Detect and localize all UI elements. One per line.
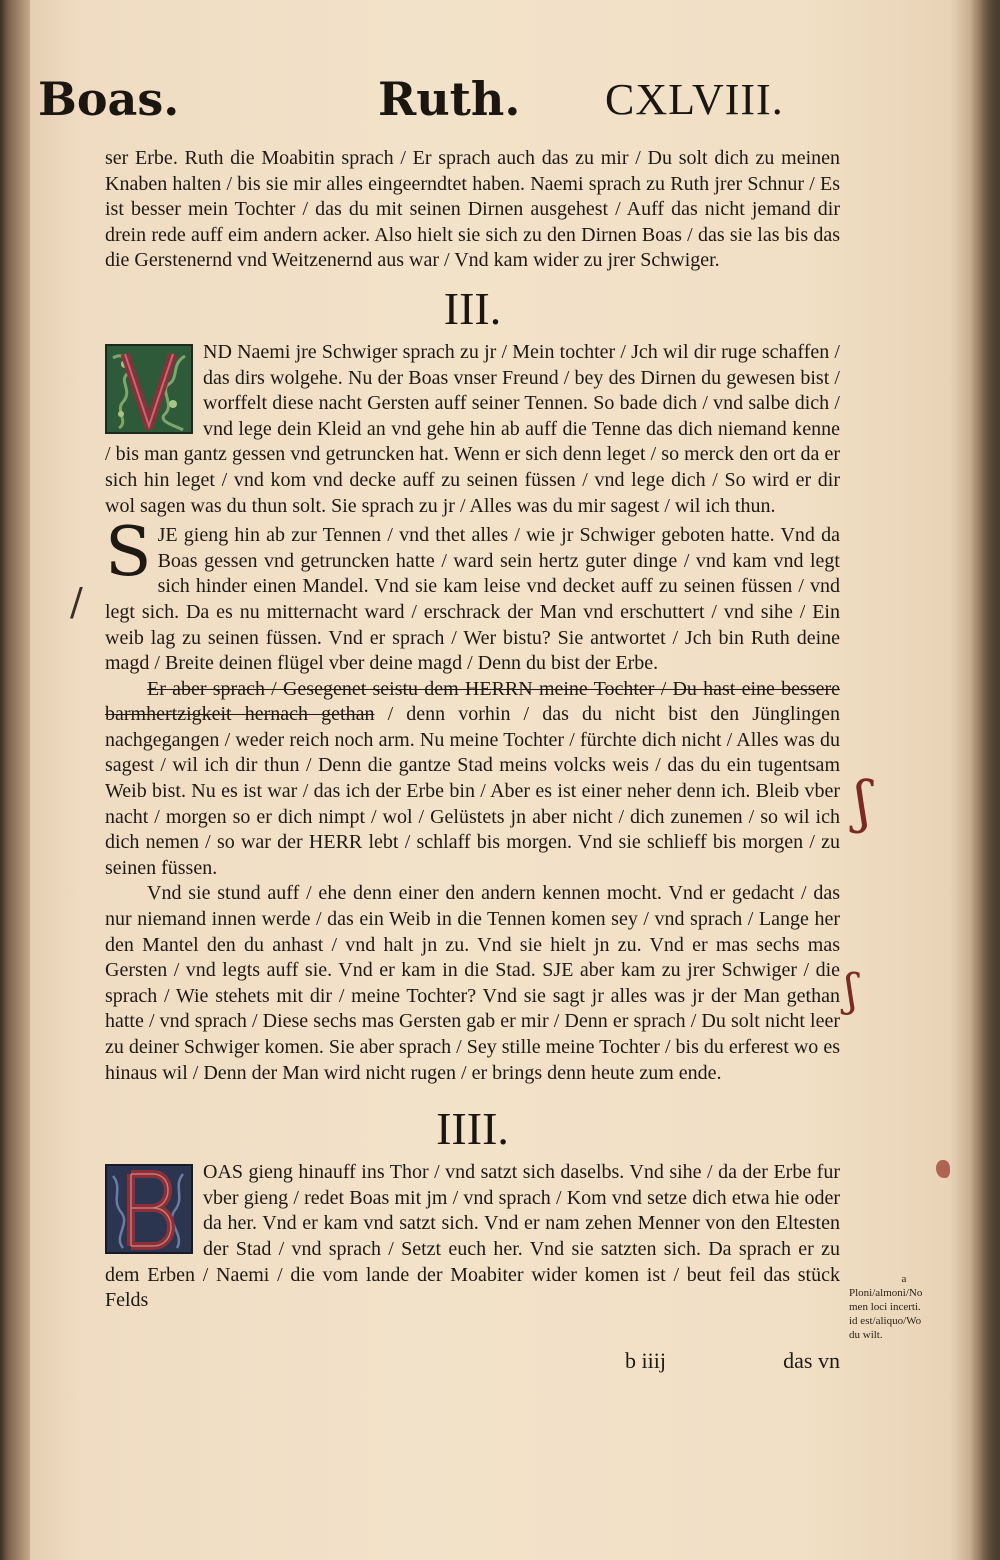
paragraph-5: Vnd sie stund auff / ehe denn einer den andern kennen mocht. Vnd er gedacht / das nur niemand innen werde / das ein Weib in die Tennen komen sey / vnd sprach / Lange her den Mantel den du anhast / vnd halt jn zu. Vnd sie hielt jn zu. Vnd er mas sechs mas Gersten / vnd legts auff sie. Vnd er kam in die Stad. SJE aber kam zu jrer Schwiger / die sprach / Wie stehets mit dir / meine Tochter? Vnd sie sagt jr alles was jr der Man gethan hatte / vnd sprach / Diese sechs mas Gersten gab er mir / Denn er sprach / Du solt nicht leer zu deiner Schwiger komen. Sie aber sprach / Sey stille meine Tochter / bis du erferest wo es hinaus wil / Denn der Man wird nicht rugen / er brings denn heute zum ende. bbox=[105, 882, 840, 1084]
signature-mark: b iiij bbox=[625, 1348, 666, 1373]
decorated-initial-b bbox=[105, 1164, 193, 1254]
ink-stain bbox=[936, 1160, 950, 1178]
marked-passage: Er aber sprach / Gesegenet seistu dem HERRN meine Tochter / Du hast eine bessere barmhertzigkeit hernach gethan bbox=[105, 677, 840, 726]
header-left: Boas. bbox=[38, 72, 180, 126]
handwritten-mark-2: ʃ bbox=[855, 770, 871, 835]
paragraph-3-text: JE gieng hin ab zur Tennen / vnd thet alles / wie jr Schwiger geboten hatte. Vnd da Boas gessen vnd getruncken hatte / ward sein hertz guter dinge / vnd kam vnd legt sich hinder einen Mandel. Vnd sie kam leise vnd decket auff zu seinen füssen / vnd legt sich. Da es nu mitternacht ward / erschrack der Man vnd erschuttert / vnd sihe / Ein weib lag zu seinen füssen. Vnd er sprach / Wer bistu? Sie antwortet / Jch bin Ruth deine magd / Breite deinen flügel vber deine magd / Denn du bist der Erbe. bbox=[105, 524, 840, 675]
marginal-marker: a bbox=[901, 1273, 907, 1285]
marginal-line-3: id est/aliquo/Wo bbox=[849, 1315, 922, 1327]
paragraph-4 bbox=[105, 677, 840, 882]
paragraph-3 bbox=[105, 513, 840, 677]
paragraph-2 bbox=[105, 340, 840, 519]
marginal-line-1: Ploni/almoni/No bbox=[849, 1287, 923, 1299]
catchword: das vn bbox=[783, 1348, 840, 1373]
chapter-heading-4: IIII. bbox=[436, 1103, 509, 1155]
paragraph-4-text: / denn vorhin / das du nicht bist den Jünglingen nachgegangen / weder reich noch arm. Nu meine Tochter / fürchte dich nicht / Alles was du sagest / wil ich dir thun / Denn die gantze Stad meins volcks weis / das du ein tugentsam Weib bist. Nu es ist war / das ich der Erbe bin / Aber es ist einer neher denn ich. Bleib vber nacht / morgen so er dich nimpt / wol / Gelüstets jn aber nicht / dich zunemen / so wil ich dich nemen / so war der HERR lebt / schlaff bis morgen. Vnd sie schlieff bis morgen / zu seinen füssen. bbox=[105, 703, 841, 879]
page-edge bbox=[970, 0, 1000, 1560]
initial-letter-s: S bbox=[105, 513, 152, 593]
main-text-column bbox=[105, 146, 840, 1314]
page-gutter bbox=[0, 0, 30, 1560]
marginal-line-2: men loci incerti. bbox=[849, 1301, 921, 1313]
header-middle: Ruth. bbox=[378, 72, 521, 126]
page-footer bbox=[105, 1348, 840, 1378]
chapter-heading-3: III. bbox=[443, 282, 502, 334]
marginal-line-4: du wilt. bbox=[849, 1329, 883, 1341]
paragraph-2-text: ND Naemi jre Schwiger sprach zu jr / Mein tochter / Jch wil dir ruge schaffen / das dirs wolgehe. Nu der Boas vnser Freund / bey des Dirnen du gewesen bist / worffelt diese nacht Gersten auff seiner Tennen. So bade dich / vnd salbe dich / vnd lege dein Kleid an vnd gehe hin ab auff die Tenne das dich niemand kenne / bis man gantz gessen vnd getruncken hat. Wenn er sich denn leget / so merck den ort da er sich hin leget / vnd kom vnd decke auff zu seinen füssen / vnd lege dich / So wird er dir wol sagen was du thun solt. Sie sprach zu jr / Alles was du mir sagest / wil ich thun. bbox=[105, 340, 840, 517]
folio-number: CXLVIII. bbox=[605, 75, 784, 124]
paragraph-6 bbox=[105, 1160, 840, 1314]
handwritten-mark-3: ʃ bbox=[845, 965, 857, 1016]
running-header bbox=[38, 72, 838, 142]
decorated-initial-v bbox=[105, 344, 193, 434]
marginal-note bbox=[849, 1272, 959, 1342]
paragraph-1: ser Erbe. Ruth die Moabitin sprach / Er sprach auch das zu mir / Du solt dich zu meinen Knaben halten / bis sie mir alles eingeerndtet haben. Naemi sprach zu Ruth jrer Schnur / Es ist besser mein Tochter / das du mit seinen Dirnen ausgehest / Auff das nicht jemand dir drein rede auff eim andern acker. Also hielt sie sich zu den Dirnen Boas / das sie las bis das die Gerstenernd vnd Weitzenernd aus war / Vnd kam wider zu jrer Schwiger. bbox=[105, 147, 840, 272]
handwritten-mark-1: / bbox=[70, 580, 83, 624]
paragraph-6-text: OAS gieng hinauff ins Thor / vnd satzt sich daselbs. Vnd sihe / da der Erbe fur vber gieng / redet Boas mit jm / vnd sprach / Kom vnd setze dich etwa hie oder da her. Vnd er kam vnd satzt sich. Vnd er nam zehen Menner von den Eltesten der Stad / vnd sprach / Setzt euch her. Vnd sie satzten sich. Da sprach er zu dem Erben / Naemi / die vom lande der Moabiter wider komen ist / beut feil das stück Felds bbox=[105, 1161, 840, 1312]
